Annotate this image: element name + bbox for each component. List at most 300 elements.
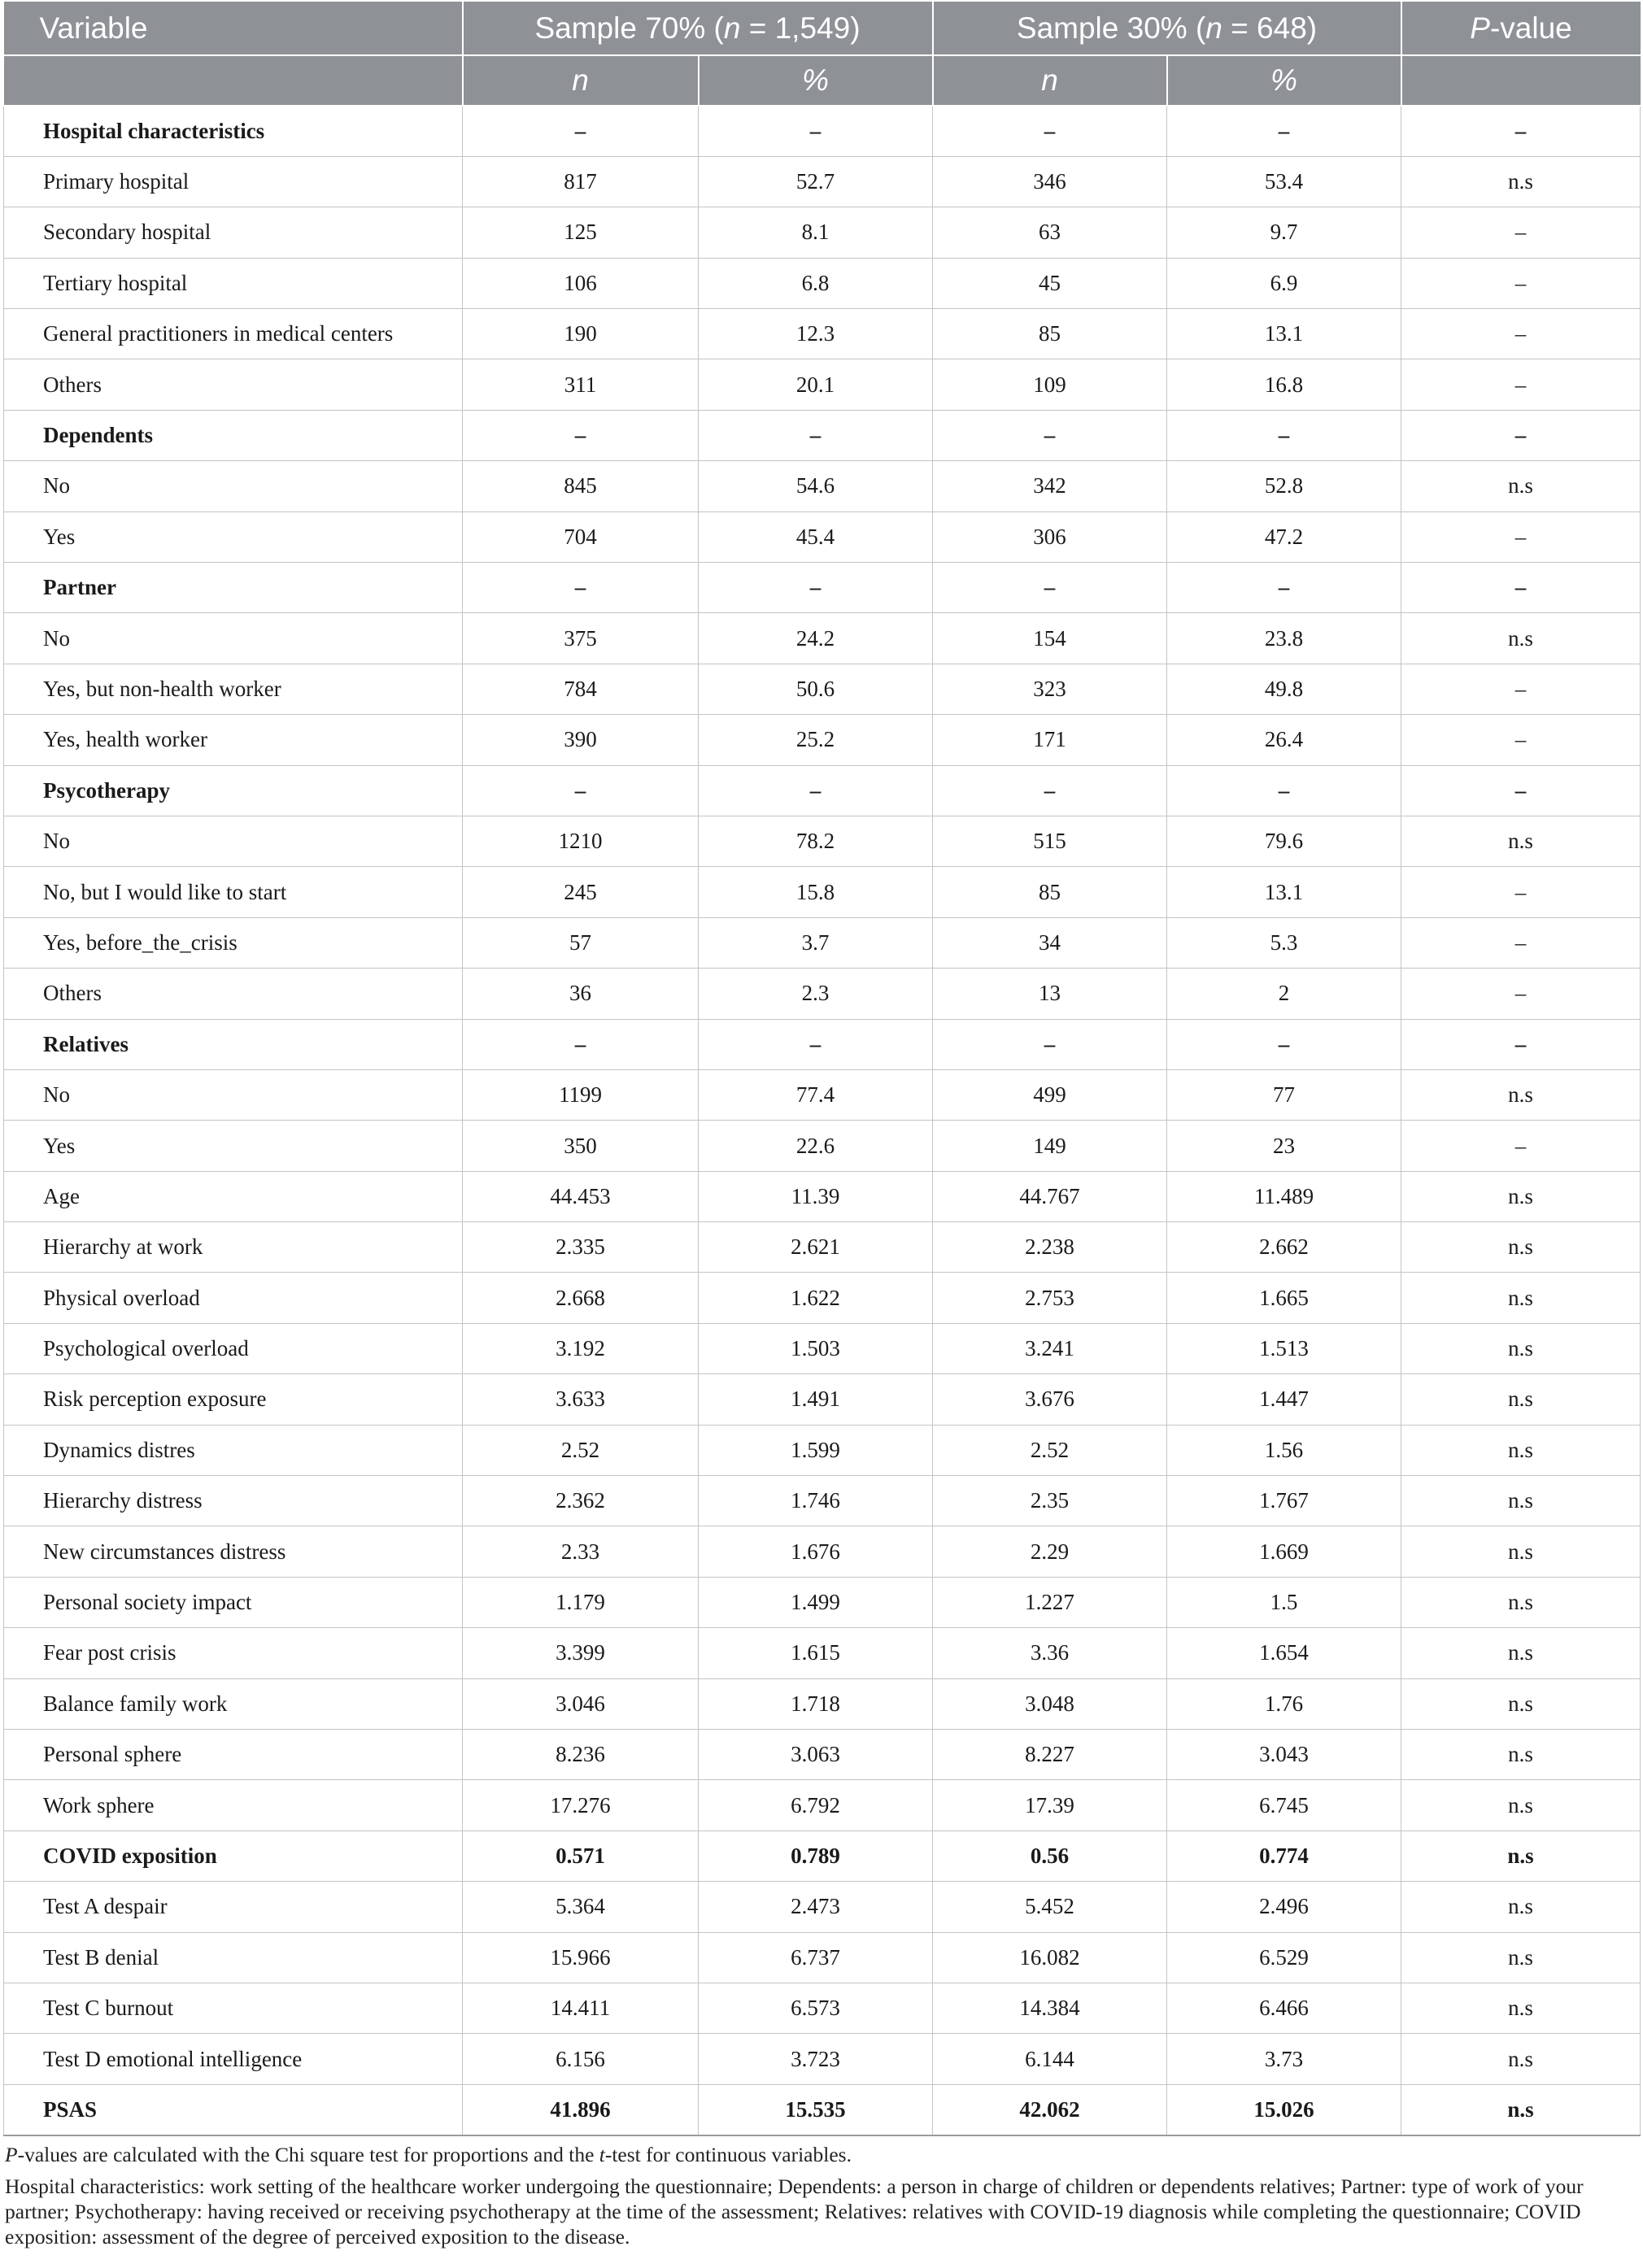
sample70-pct-cell: – <box>699 410 933 460</box>
table-row <box>4 715 1641 765</box>
sample70-pct-cell: 3.063 <box>699 1730 933 1780</box>
sample70-n-cell: 350 <box>463 1121 699 1171</box>
sample30-n-cell: 109 <box>933 359 1167 410</box>
table-row <box>4 461 1641 511</box>
p-value-cell: – <box>1401 765 1641 816</box>
sample70-n-cell: – <box>463 1019 699 1069</box>
table-header <box>4 2 1641 106</box>
header-sub-pct-70: % <box>699 55 933 106</box>
sample70-n-cell: 784 <box>463 664 699 714</box>
sample70-n-cell: 2.335 <box>463 1222 699 1273</box>
variable-cell: Tertiary hospital <box>4 258 463 308</box>
sample30-n-cell: 2.753 <box>933 1273 1167 1323</box>
p-value-cell: n.s <box>1401 1730 1641 1780</box>
sample30-n-cell: – <box>933 765 1167 816</box>
sample70-pct-cell: – <box>699 765 933 816</box>
sample30-pct-cell: 1.767 <box>1167 1476 1401 1526</box>
p-value-cell: n.s <box>1401 2084 1641 2135</box>
variable-cell: Hierarchy distress <box>4 1476 463 1526</box>
sample70-n-cell: – <box>463 765 699 816</box>
sample30-pct-cell: 2 <box>1167 969 1401 1019</box>
sample70-n-cell: 2.52 <box>463 1425 699 1475</box>
sample30-pct-cell: 3.73 <box>1167 2034 1401 2084</box>
table-row <box>4 410 1641 460</box>
p-value-cell: n.s <box>1401 1678 1641 1729</box>
footnote-statistics-text: -values are calculated with the Chi square test for proportions and the <box>17 2143 599 2166</box>
variable-cell: Dynamics distres <box>4 1425 463 1475</box>
sample30-pct-cell: – <box>1167 563 1401 613</box>
sample70-n-cell: 1210 <box>463 816 699 866</box>
variable-cell: Hierarchy at work <box>4 1222 463 1273</box>
sample70-n-cell: 3.192 <box>463 1323 699 1373</box>
sample30-n-cell: – <box>933 410 1167 460</box>
table-body <box>4 106 1641 2135</box>
p-value-cell: n.s <box>1401 1374 1641 1425</box>
sample30-n-cell: 85 <box>933 867 1167 917</box>
table-row <box>4 1323 1641 1373</box>
sample30-n-cell: 499 <box>933 1069 1167 1120</box>
table-row <box>4 156 1641 207</box>
header-sub-empty <box>4 55 463 106</box>
table-row <box>4 1831 1641 1881</box>
sample70-pct-cell: – <box>699 1019 933 1069</box>
p-value-cell: – <box>1401 359 1641 410</box>
header-sample-30 <box>933 2 1401 55</box>
sample70-n-cell: – <box>463 563 699 613</box>
variable-cell: Psycotherapy <box>4 765 463 816</box>
p-value-cell: n.s <box>1401 1273 1641 1323</box>
sample70-pct-cell: 24.2 <box>699 613 933 664</box>
variable-cell: Personal society impact <box>4 1577 463 1627</box>
p-value-cell: – <box>1401 207 1641 258</box>
table-row <box>4 1577 1641 1627</box>
sample30-n-cell: 3.36 <box>933 1628 1167 1678</box>
sample30-pct-cell: 6.745 <box>1167 1780 1401 1831</box>
sample70-pct-cell: 52.7 <box>699 156 933 207</box>
sample30-pct-cell: 1.669 <box>1167 1526 1401 1577</box>
sample70-pct-cell: 6.792 <box>699 1780 933 1831</box>
variable-cell: Hospital characteristics <box>4 106 463 156</box>
sample30-n-cell: 154 <box>933 613 1167 664</box>
variable-cell: No <box>4 1069 463 1120</box>
variable-cell: No <box>4 816 463 866</box>
sample70-n-cell: 17.276 <box>463 1780 699 1831</box>
table-row <box>4 867 1641 917</box>
sample70-n-cell: 15.966 <box>463 1932 699 1983</box>
sample70-n-cell: 190 <box>463 309 699 359</box>
p-value-cell: – <box>1401 106 1641 156</box>
sample30-n-cell: 346 <box>933 156 1167 207</box>
p-value-cell: n.s <box>1401 816 1641 866</box>
table-row <box>4 1628 1641 1678</box>
sample30-n-cell: 3.676 <box>933 1374 1167 1425</box>
sample70-pct-cell: 25.2 <box>699 715 933 765</box>
header-p-value <box>1401 2 1641 55</box>
header-sample-30-suffix: = 648) <box>1222 11 1318 45</box>
sample30-n-cell: 45 <box>933 258 1167 308</box>
sample70-n-cell: 1.179 <box>463 1577 699 1627</box>
p-value-cell: n.s <box>1401 1425 1641 1475</box>
table-row <box>4 1932 1641 1983</box>
sample30-n-cell: 42.062 <box>933 2084 1167 2135</box>
table-row <box>4 2034 1641 2084</box>
p-value-cell: – <box>1401 563 1641 613</box>
table-row <box>4 613 1641 664</box>
variable-cell: Fear post crisis <box>4 1628 463 1678</box>
sample70-pct-cell: – <box>699 106 933 156</box>
header-sub-empty-p <box>1401 55 1641 106</box>
sample30-pct-cell: 0.774 <box>1167 1831 1401 1881</box>
variable-cell: Secondary hospital <box>4 207 463 258</box>
sample30-n-cell: 3.048 <box>933 1678 1167 1729</box>
sample70-n-cell: 5.364 <box>463 1882 699 1932</box>
sample30-pct-cell: 1.654 <box>1167 1628 1401 1678</box>
sample70-pct-cell: 22.6 <box>699 1121 933 1171</box>
sample70-pct-cell: 15.8 <box>699 867 933 917</box>
p-value-cell: n.s <box>1401 1171 1641 1221</box>
sample30-n-cell: 17.39 <box>933 1780 1167 1831</box>
sample70-n-cell: 0.571 <box>463 1831 699 1881</box>
table-row <box>4 258 1641 308</box>
sample70-n-cell: 245 <box>463 867 699 917</box>
sample30-pct-cell: – <box>1167 410 1401 460</box>
sample30-n-cell: 171 <box>933 715 1167 765</box>
p-value-cell: – <box>1401 969 1641 1019</box>
variable-cell: Personal sphere <box>4 1730 463 1780</box>
variable-cell: Relatives <box>4 1019 463 1069</box>
footnote-statistics <box>5 2142 1640 2167</box>
header-sample-70-n: n <box>723 11 741 45</box>
sample30-n-cell: 8.227 <box>933 1730 1167 1780</box>
sample30-pct-cell: 53.4 <box>1167 156 1401 207</box>
sample30-n-cell: 323 <box>933 664 1167 714</box>
sample70-pct-cell: 1.622 <box>699 1273 933 1323</box>
table-row <box>4 917 1641 968</box>
footnote-definitions: Hospital characteristics: work setting of the healthcare worker undergoing the questionnaire; Dependents: a person in charge of children or dependents relatives; Partner: type of work of your partner; Psychotherapy: having received or receiving psychotherapy at the time of the assessment; Relatives: relatives with COVID-19 diagnosis while completing the questionnaire; COVID exposition: assessment of the degree of perceived exposition to the disease. <box>5 2174 1584 2248</box>
table-row <box>4 1476 1641 1526</box>
sample70-n-cell: 704 <box>463 511 699 562</box>
sample70-pct-cell: 1.491 <box>699 1374 933 1425</box>
sample70-pct-cell: 6.8 <box>699 258 933 308</box>
header-subrow <box>4 55 1641 106</box>
sample70-pct-cell: 2.473 <box>699 1882 933 1932</box>
sample30-n-cell: – <box>933 563 1167 613</box>
table-row <box>4 1171 1641 1221</box>
sample70-pct-cell: 2.621 <box>699 1222 933 1273</box>
p-value-cell: n.s <box>1401 1526 1641 1577</box>
table-row <box>4 1374 1641 1425</box>
sample70-pct-cell: 1.599 <box>699 1425 933 1475</box>
sample70-pct-cell: 8.1 <box>699 207 933 258</box>
sample30-n-cell: 515 <box>933 816 1167 866</box>
p-value-cell: n.s <box>1401 1983 1641 2033</box>
sample30-n-cell: 3.241 <box>933 1323 1167 1373</box>
variable-cell: Yes <box>4 1121 463 1171</box>
sample30-pct-cell: 15.026 <box>1167 2084 1401 2135</box>
sample30-n-cell: 6.144 <box>933 2034 1167 2084</box>
sample30-n-cell: 2.29 <box>933 1526 1167 1577</box>
table-row <box>4 1069 1641 1120</box>
sample70-n-cell: 14.411 <box>463 1983 699 2033</box>
sample70-n-cell: 311 <box>463 359 699 410</box>
table-row <box>4 765 1641 816</box>
header-sample-70-suffix: = 1,549) <box>740 11 861 45</box>
variable-cell: Yes, before_the_crisis <box>4 917 463 968</box>
table-row <box>4 1121 1641 1171</box>
table-row <box>4 1526 1641 1577</box>
sample70-n-cell: 817 <box>463 156 699 207</box>
p-value-cell: n.s <box>1401 1323 1641 1373</box>
sample30-pct-cell: 1.665 <box>1167 1273 1401 1323</box>
table-row <box>4 1678 1641 1729</box>
p-value-cell: n.s <box>1401 1780 1641 1831</box>
sample70-n-cell: 390 <box>463 715 699 765</box>
sample30-pct-cell: 23 <box>1167 1121 1401 1171</box>
sample70-pct-cell: 6.737 <box>699 1932 933 1983</box>
sample30-pct-cell: – <box>1167 765 1401 816</box>
sample70-pct-cell: 2.3 <box>699 969 933 1019</box>
sample70-n-cell: 1199 <box>463 1069 699 1120</box>
table-row <box>4 511 1641 562</box>
header-sub-n-70: n <box>463 55 699 106</box>
sample30-pct-cell: 77 <box>1167 1069 1401 1120</box>
sample30-n-cell: 342 <box>933 461 1167 511</box>
header-p-value-p: P <box>1470 11 1490 45</box>
variable-cell: Test D emotional intelligence <box>4 2034 463 2084</box>
variable-cell: Age <box>4 1171 463 1221</box>
p-value-cell: – <box>1401 511 1641 562</box>
variable-cell: Partner <box>4 563 463 613</box>
sample70-pct-cell: 3.7 <box>699 917 933 968</box>
sample70-n-cell: 2.362 <box>463 1476 699 1526</box>
header-sample-70 <box>463 2 933 55</box>
header-sub-n-30: n <box>933 55 1167 106</box>
sample70-pct-cell: 1.503 <box>699 1323 933 1373</box>
variable-cell: Yes, but non-health worker <box>4 664 463 714</box>
table-row <box>4 664 1641 714</box>
variable-cell: PSAS <box>4 2084 463 2135</box>
variable-cell: No <box>4 613 463 664</box>
sample30-n-cell: 16.082 <box>933 1932 1167 1983</box>
sample30-n-cell: 13 <box>933 969 1167 1019</box>
variable-cell: Yes, health worker <box>4 715 463 765</box>
sample30-pct-cell: 49.8 <box>1167 664 1401 714</box>
table-row <box>4 1222 1641 1273</box>
table-row <box>4 1780 1641 1831</box>
p-value-cell: n.s <box>1401 1831 1641 1881</box>
data-table <box>3 2 1641 2136</box>
sample70-n-cell: 125 <box>463 207 699 258</box>
sample30-pct-cell: 2.662 <box>1167 1222 1401 1273</box>
sample30-pct-cell: 9.7 <box>1167 207 1401 258</box>
p-value-cell: n.s <box>1401 1069 1641 1120</box>
p-value-cell: – <box>1401 1019 1641 1069</box>
sample70-n-cell: 375 <box>463 613 699 664</box>
table-row <box>4 1983 1641 2033</box>
sample30-pct-cell: 1.76 <box>1167 1678 1401 1729</box>
sample70-pct-cell: 0.789 <box>699 1831 933 1881</box>
table-row <box>4 309 1641 359</box>
sample30-n-cell: 2.238 <box>933 1222 1167 1273</box>
p-value-cell: – <box>1401 1121 1641 1171</box>
variable-cell: Balance family work <box>4 1678 463 1729</box>
sample30-n-cell: 85 <box>933 309 1167 359</box>
sample70-n-cell: 44.453 <box>463 1171 699 1221</box>
sample70-pct-cell: 54.6 <box>699 461 933 511</box>
table-row <box>4 106 1641 156</box>
sample70-n-cell: 8.236 <box>463 1730 699 1780</box>
sample30-pct-cell: 47.2 <box>1167 511 1401 562</box>
sample30-n-cell: 44.767 <box>933 1171 1167 1221</box>
p-value-cell: n.s <box>1401 1577 1641 1627</box>
p-value-cell: – <box>1401 664 1641 714</box>
table-row <box>4 207 1641 258</box>
sample70-n-cell: 2.668 <box>463 1273 699 1323</box>
variable-cell: Yes <box>4 511 463 562</box>
table-row <box>4 1730 1641 1780</box>
header-sample-70-prefix: Sample 70% ( <box>534 11 724 45</box>
table-row <box>4 1425 1641 1475</box>
sample70-pct-cell: 20.1 <box>699 359 933 410</box>
sample70-pct-cell: 1.499 <box>699 1577 933 1627</box>
p-value-cell: n.s <box>1401 1882 1641 1932</box>
sample70-n-cell: 3.399 <box>463 1628 699 1678</box>
sample30-n-cell: 2.35 <box>933 1476 1167 1526</box>
table-row <box>4 816 1641 866</box>
sample70-n-cell: 57 <box>463 917 699 968</box>
sample30-pct-cell: 26.4 <box>1167 715 1401 765</box>
sample30-n-cell: 306 <box>933 511 1167 562</box>
sample30-pct-cell: 11.489 <box>1167 1171 1401 1221</box>
p-value-cell: n.s <box>1401 1932 1641 1983</box>
sample30-pct-cell: 13.1 <box>1167 867 1401 917</box>
p-value-cell: n.s <box>1401 2034 1641 2084</box>
sample30-n-cell: 1.227 <box>933 1577 1167 1627</box>
sample30-n-cell: 14.384 <box>933 1983 1167 2033</box>
table-row <box>4 563 1641 613</box>
variable-cell: Risk perception exposure <box>4 1374 463 1425</box>
sample70-pct-cell: 45.4 <box>699 511 933 562</box>
sample70-pct-cell: 6.573 <box>699 1983 933 2033</box>
footnote-p-italic: P <box>5 2143 18 2166</box>
sample30-pct-cell: 13.1 <box>1167 309 1401 359</box>
p-value-cell: – <box>1401 917 1641 968</box>
sample70-n-cell: 106 <box>463 258 699 308</box>
table-row <box>4 969 1641 1019</box>
table-row <box>4 359 1641 410</box>
sample30-n-cell: – <box>933 1019 1167 1069</box>
p-value-cell: – <box>1401 258 1641 308</box>
sample30-pct-cell: 6.466 <box>1167 1983 1401 2033</box>
p-value-cell: n.s <box>1401 1628 1641 1678</box>
sample70-n-cell: 3.633 <box>463 1374 699 1425</box>
sample30-n-cell: 149 <box>933 1121 1167 1171</box>
sample30-n-cell: 5.452 <box>933 1882 1167 1932</box>
sample70-pct-cell: 50.6 <box>699 664 933 714</box>
sample30-n-cell: 63 <box>933 207 1167 258</box>
sample30-pct-cell: 2.496 <box>1167 1882 1401 1932</box>
sample30-n-cell: 34 <box>933 917 1167 968</box>
sample70-n-cell: 41.896 <box>463 2084 699 2135</box>
variable-cell: No <box>4 461 463 511</box>
sample30-pct-cell: 79.6 <box>1167 816 1401 866</box>
footnote-statistics-end: -test for continuous variables. <box>604 2143 852 2166</box>
variable-cell: Test A despair <box>4 1882 463 1932</box>
sample30-n-cell: 2.52 <box>933 1425 1167 1475</box>
variable-cell: COVID exposition <box>4 1831 463 1881</box>
sample30-pct-cell: 1.447 <box>1167 1374 1401 1425</box>
sample30-pct-cell: 16.8 <box>1167 359 1401 410</box>
p-value-cell: n.s <box>1401 1476 1641 1526</box>
variable-cell: New circumstances distress <box>4 1526 463 1577</box>
variable-cell: Test C burnout <box>4 1983 463 2033</box>
p-value-cell: – <box>1401 715 1641 765</box>
sample70-n-cell: – <box>463 106 699 156</box>
variable-cell: General practitioners in medical centers <box>4 309 463 359</box>
footnote-t-italic: t <box>599 2143 605 2166</box>
table-row <box>4 1273 1641 1323</box>
p-value-cell: n.s <box>1401 1222 1641 1273</box>
sample30-pct-cell: 52.8 <box>1167 461 1401 511</box>
header-row <box>4 2 1641 55</box>
sample30-pct-cell: – <box>1167 106 1401 156</box>
sample70-pct-cell: 1.746 <box>699 1476 933 1526</box>
p-value-cell: n.s <box>1401 461 1641 511</box>
variable-cell: Psychological overload <box>4 1323 463 1373</box>
p-value-cell: n.s <box>1401 156 1641 207</box>
sample70-pct-cell: 1.676 <box>699 1526 933 1577</box>
table-row <box>4 1882 1641 1932</box>
sample70-pct-cell: 78.2 <box>699 816 933 866</box>
variable-cell: Others <box>4 359 463 410</box>
sample70-pct-cell: 11.39 <box>699 1171 933 1221</box>
sample70-pct-cell: 1.718 <box>699 1678 933 1729</box>
sample30-pct-cell: – <box>1167 1019 1401 1069</box>
p-value-cell: n.s <box>1401 613 1641 664</box>
variable-cell: Others <box>4 969 463 1019</box>
footnotes <box>5 2142 1640 2256</box>
header-variable: Variable <box>4 2 463 55</box>
sample70-n-cell: 2.33 <box>463 1526 699 1577</box>
p-value-cell: – <box>1401 867 1641 917</box>
variable-cell: Physical overload <box>4 1273 463 1323</box>
sample70-n-cell: – <box>463 410 699 460</box>
sample70-pct-cell: 3.723 <box>699 2034 933 2084</box>
sample70-n-cell: 6.156 <box>463 2034 699 2084</box>
variable-cell: Work sphere <box>4 1780 463 1831</box>
sample70-pct-cell: 15.535 <box>699 2084 933 2135</box>
sample30-pct-cell: 1.5 <box>1167 1577 1401 1627</box>
p-value-cell: – <box>1401 410 1641 460</box>
header-sub-pct-30: % <box>1167 55 1401 106</box>
sample70-pct-cell: 77.4 <box>699 1069 933 1120</box>
sample30-pct-cell: 6.529 <box>1167 1932 1401 1983</box>
table-row <box>4 2084 1641 2135</box>
sample30-n-cell: – <box>933 106 1167 156</box>
header-sample-30-n: n <box>1205 11 1222 45</box>
sample70-pct-cell: – <box>699 563 933 613</box>
table-row <box>4 1019 1641 1069</box>
variable-cell: Test B denial <box>4 1932 463 1983</box>
sample70-pct-cell: 1.615 <box>699 1628 933 1678</box>
sample30-pct-cell: 1.513 <box>1167 1323 1401 1373</box>
variable-cell: Primary hospital <box>4 156 463 207</box>
sample70-n-cell: 845 <box>463 461 699 511</box>
sample30-pct-cell: 6.9 <box>1167 258 1401 308</box>
p-value-cell: – <box>1401 309 1641 359</box>
sample70-n-cell: 36 <box>463 969 699 1019</box>
sample30-n-cell: 0.56 <box>933 1831 1167 1881</box>
